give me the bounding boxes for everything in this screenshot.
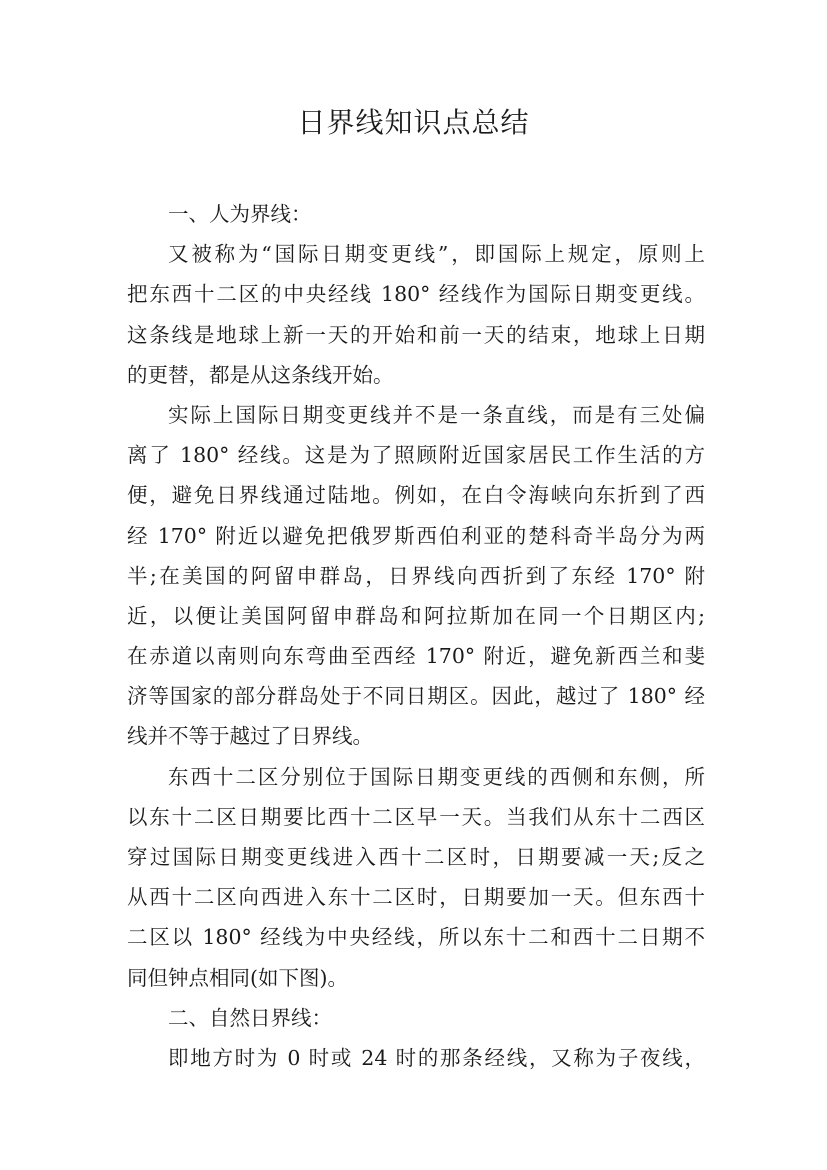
paragraph-line: 把东西十二区的中央经线 180° 经线作为国际日期变更线。 bbox=[127, 282, 705, 307]
paragraph-line: 济等国家的部分群岛处于不同日期区。因此，越过了 180° 经 bbox=[127, 684, 705, 709]
paragraph-line: 从西十二区向西进入东十二区时，日期要加一天。但东西十 bbox=[127, 885, 705, 910]
paragraph-line: 在赤道以南则向东弯曲至西经 170° 附近，避免新西兰和斐 bbox=[127, 644, 705, 669]
document-body bbox=[127, 194, 705, 1078]
paragraph-line: 近，以便让美国阿留申群岛和阿拉斯加在同一个日期区内; bbox=[127, 603, 705, 628]
paragraph-line: 线并不等于越过了日界线。 bbox=[127, 724, 373, 749]
document-title: 日界线知识点总结 bbox=[297, 106, 530, 139]
paragraph-line: 这条线是地球上新一天的开始和前一天的结束，地球上日期 bbox=[127, 322, 705, 347]
paragraph-line: 又被称为“国际日期变更线”，即国际上规定，原则上 bbox=[168, 242, 705, 267]
paragraph-line: 东西十二区分别位于国际日期变更线的西侧和东侧，所 bbox=[168, 764, 705, 789]
paragraph-line: 同但钟点相同(如下图)。 bbox=[127, 965, 348, 990]
paragraph-line: 即地方时为 0 时或 24 时的那条经线，又称为子夜线， bbox=[168, 1045, 705, 1070]
paragraph-line: 便，避免日界线通过陆地。例如，在白令海峡向东折到了西 bbox=[127, 483, 705, 508]
paragraph-line: 以东十二区日期要比西十二区早一天。当我们从东十二西区 bbox=[127, 804, 705, 829]
paragraph-line: 穿过国际日期变更线进入西十二区时，日期要减一天;反之 bbox=[127, 845, 705, 869]
paragraph-line: 经 170° 附近以避免把俄罗斯西伯利亚的楚科奇半岛分为两 bbox=[127, 523, 705, 548]
paragraph-line: 二区以 180° 经线为中央经线，所以东十二和西十二日期不 bbox=[127, 925, 705, 950]
section-heading-1: 一、人为界线： bbox=[168, 202, 312, 226]
paragraph-line: 的更替，都是从这条线开始。 bbox=[127, 362, 394, 387]
section-heading-2: 二、自然日界线： bbox=[168, 1005, 332, 1030]
paragraph-line: 半;在美国的阿留申群岛，日界线向西折到了东经 170° 附 bbox=[127, 563, 705, 588]
paragraph-line: 实际上国际日期变更线并不是一条直线，而是有三处偏 bbox=[168, 402, 705, 427]
paragraph-line: 离了 180° 经线。这是为了照顾附近国家居民工作生活的方 bbox=[127, 443, 705, 468]
